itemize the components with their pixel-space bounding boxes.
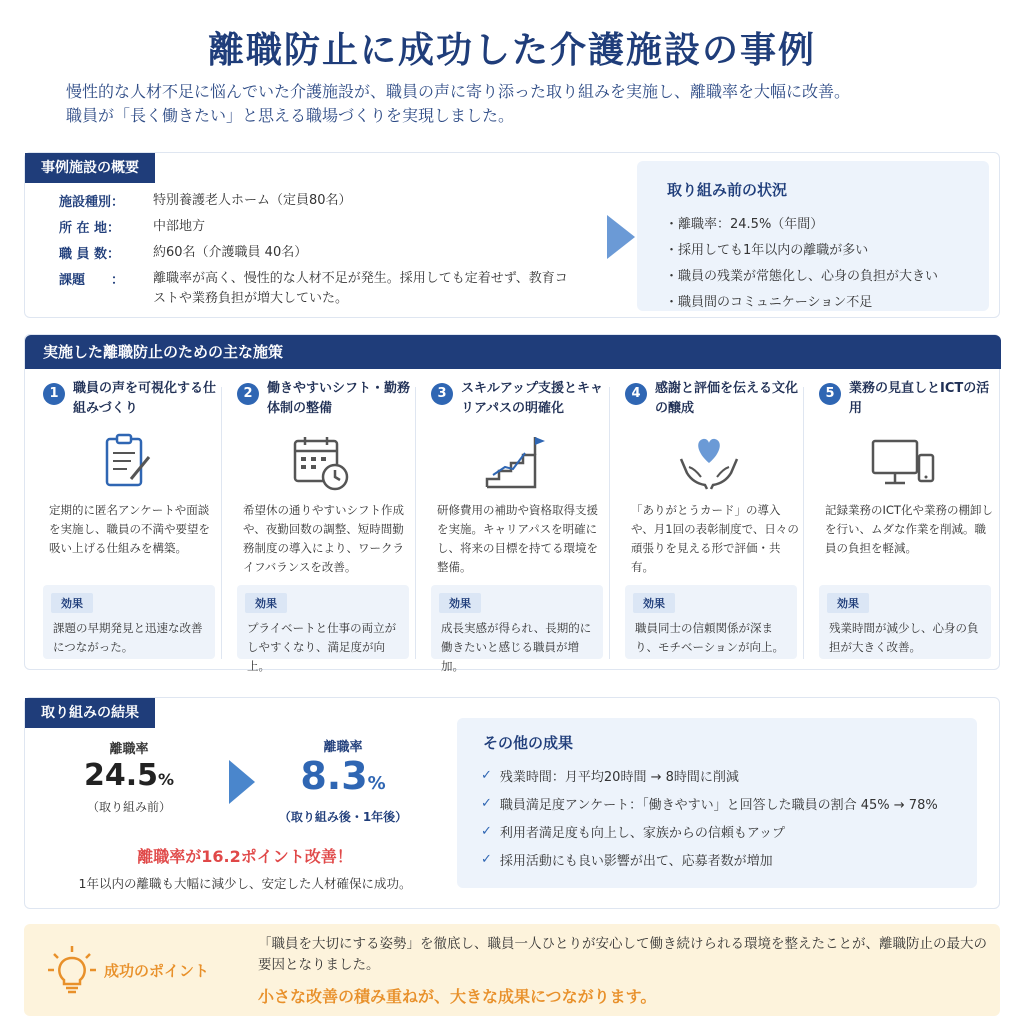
- stairs-flag-icon: [483, 433, 547, 493]
- rate-before-unit: %: [158, 770, 175, 789]
- overview-value: 特別養護老人ホーム（定員80名）: [153, 193, 352, 208]
- success-point-label: 成功のポイント: [104, 962, 210, 980]
- effect-text: プライベートと仕事の両立がしやすくなり、満足度が向上。: [247, 621, 397, 673]
- lead-line: 慢性的な人材不足に悩んでいた介護施設が、職員の声に寄り添った取り組みを実施し、離職率を大幅に改善。: [66, 82, 851, 101]
- arrow-right-icon: [607, 215, 635, 259]
- column-divider: [803, 387, 804, 659]
- measures-label: 実施した離職防止のための主な施策: [25, 335, 1001, 369]
- effect-box: [819, 585, 991, 659]
- measure-item: [805, 375, 997, 663]
- before-status-item: ・採用しても1年以内の離職が多い: [665, 243, 869, 258]
- rate-before-sub: （取り組み前）: [86, 800, 171, 814]
- before-status-item: ・離職率：24.5%（年間）: [665, 217, 824, 232]
- before-status-title: 取り組み前の状況: [667, 181, 788, 199]
- overview-key: 所 在 地：: [59, 221, 121, 236]
- measure-description: 研修費用の補助や資格取得支援を実施。キャリアパスを明確にし、将来の目標を持てる環境を整備。: [437, 503, 598, 574]
- measure-number: 3: [431, 383, 453, 405]
- measure-number: 4: [625, 383, 647, 405]
- check-icon: ✓: [481, 796, 492, 811]
- overview-key: 課題 ：: [59, 273, 125, 288]
- effect-box: [431, 585, 603, 673]
- effect-label: 効果: [439, 593, 481, 613]
- before-status-item: ・職員間のコミュニケーション不足: [665, 295, 873, 310]
- overview-row: [59, 191, 573, 211]
- overview-value: 離職率が高く、慢性的な人材不足が発生。採用しても定着せず、教育コストや業務負担が増大していた。: [153, 271, 568, 306]
- arrow-right-icon: [229, 760, 255, 804]
- effect-label: 効果: [245, 593, 287, 613]
- rate-before-caption: 離職率: [109, 742, 149, 757]
- effect-box: [625, 585, 797, 659]
- overview-label: 事例施設の概要: [25, 153, 155, 183]
- effect-text: 職員同士の信頼関係が深まり、モチベーションが向上。: [635, 621, 785, 654]
- results-card: [24, 697, 1000, 909]
- measure-title: 職員の声を可視化する仕組みづくり: [73, 381, 217, 416]
- measure-item: [611, 375, 803, 663]
- before-status-box: [637, 161, 989, 311]
- measure-description: 記録業務のICT化や業務の棚卸しを行い、ムダな作業を削減。職員の負担を軽減。: [825, 503, 993, 555]
- measure-description: 希望休の通りやすいシフト作成や、夜勤回数の調整、短時間勤務制度の導入により、ワークライフバランスを改善。: [243, 503, 404, 574]
- other-result-item: [481, 794, 938, 813]
- improvement-headline: 離職率が16.2ポイント改善！: [137, 847, 353, 866]
- effect-label: 効果: [827, 593, 869, 613]
- other-result-text: 職員満足度アンケート：「働きやすい」と回答した職員の割合 45% → 78%: [499, 798, 938, 813]
- success-point-emphasis: 小さな改善の積み重ねが、大きな成果につながります。: [258, 987, 657, 1006]
- effect-label: 効果: [51, 593, 93, 613]
- measure-number: 5: [819, 383, 841, 405]
- monitor-tablet-icon: [871, 433, 935, 493]
- lead-line: 職員が「長く働きたい」と思える職場づくりを実現しました。: [66, 106, 515, 125]
- measure-title: スキルアップ支援とキャリアパスの明確化: [461, 381, 603, 416]
- lightbulb-icon: [48, 944, 96, 996]
- rate-after-number: 8.3: [300, 754, 368, 798]
- other-results-title: その他の成果: [483, 734, 574, 752]
- page-title: 離職防止に成功した介護施設の事例: [207, 30, 816, 71]
- before-status-item: ・職員の残業が常態化し、心身の負担が大きい: [665, 269, 939, 284]
- check-icon: ✓: [481, 768, 492, 783]
- effect-label: 効果: [633, 593, 675, 613]
- check-icon: ✓: [481, 824, 492, 839]
- overview-key: 職 員 数：: [59, 247, 121, 262]
- overview-value: 中部地方: [153, 219, 206, 234]
- heart-hands-icon: [677, 433, 741, 493]
- effect-text: 課題の早期発見と迅速な改善につながった。: [53, 621, 203, 654]
- column-divider: [609, 387, 610, 659]
- other-results-box: [457, 718, 977, 888]
- measure-title: 業務の見直しとICTの活用: [849, 381, 990, 416]
- measure-item: [29, 375, 221, 663]
- lead-text: [66, 80, 986, 128]
- rate-after-unit: %: [367, 773, 386, 794]
- overview-row: [59, 217, 573, 237]
- results-label: 取り組みの結果: [25, 698, 155, 728]
- other-result-item: [481, 766, 739, 785]
- effect-text: 成長実感が得られ、長期的に働きたいと感じる職員が増加。: [441, 621, 592, 673]
- rate-after-sub: （取り組み後・1年後）: [278, 810, 408, 824]
- overview-key: 施設種別：: [59, 195, 125, 210]
- other-result-item: [481, 850, 773, 869]
- other-result-text: 残業時間：月平均20時間 → 8時間に削減: [499, 770, 739, 785]
- column-divider: [221, 387, 222, 659]
- overview-row: [59, 243, 573, 263]
- measure-description: 「ありがとうカード」の導入や、月1回の表彰制度で、日々の頑張りを見える形で評価・共有。: [631, 503, 799, 574]
- rate-after-caption: 離職率: [323, 740, 363, 755]
- rate-after-value: [253, 754, 433, 798]
- measure-title: 感謝と評価を伝える文化の醸成: [655, 381, 799, 416]
- effect-box: [237, 585, 409, 673]
- measures-card: [24, 334, 1000, 673]
- column-divider: [415, 387, 416, 659]
- rate-before-number: 24.5: [83, 758, 158, 793]
- overview-value: 約60名（介護職員 40名）: [153, 245, 308, 260]
- effect-text: 残業時間が減少し、心身の負担が大きく改善。: [829, 621, 979, 654]
- measure-title: 働きやすいシフト・勤務体制の整備: [267, 381, 411, 416]
- clipboard-icon: [95, 433, 159, 493]
- overview-row: [59, 269, 573, 309]
- other-result-text: 利用者満足度も向上し、家族からの信頼もアップ: [499, 826, 785, 841]
- improvement-note: 1年以内の離職も大幅に減少し、安定した人材確保に成功。: [78, 876, 412, 891]
- measure-item: [417, 375, 609, 673]
- calendar-clock-icon: [289, 433, 353, 493]
- measure-description: 定期的に匿名アンケートや面談を実施し、職員の不満や要望を吸い上げる仕組みを構築。: [49, 503, 210, 555]
- rate-before-value: [49, 758, 209, 793]
- other-result-text: 採用活動にも良い影響が出て、応募者数が増加: [499, 854, 773, 869]
- effect-box: [43, 585, 215, 659]
- check-icon: ✓: [481, 852, 492, 867]
- measure-number: 2: [237, 383, 259, 405]
- measure-item: [223, 375, 415, 673]
- overview-card: [24, 152, 1000, 318]
- success-point-box: [24, 924, 1000, 1016]
- measure-number: 1: [43, 383, 65, 405]
- other-result-item: [481, 822, 785, 841]
- success-point-text: 「職員を大切にする姿勢」を徹底し、職員一人ひとりが安心して働き続けられる環境を整えたことが、離職防止の最大の要因となりました。: [258, 936, 987, 973]
